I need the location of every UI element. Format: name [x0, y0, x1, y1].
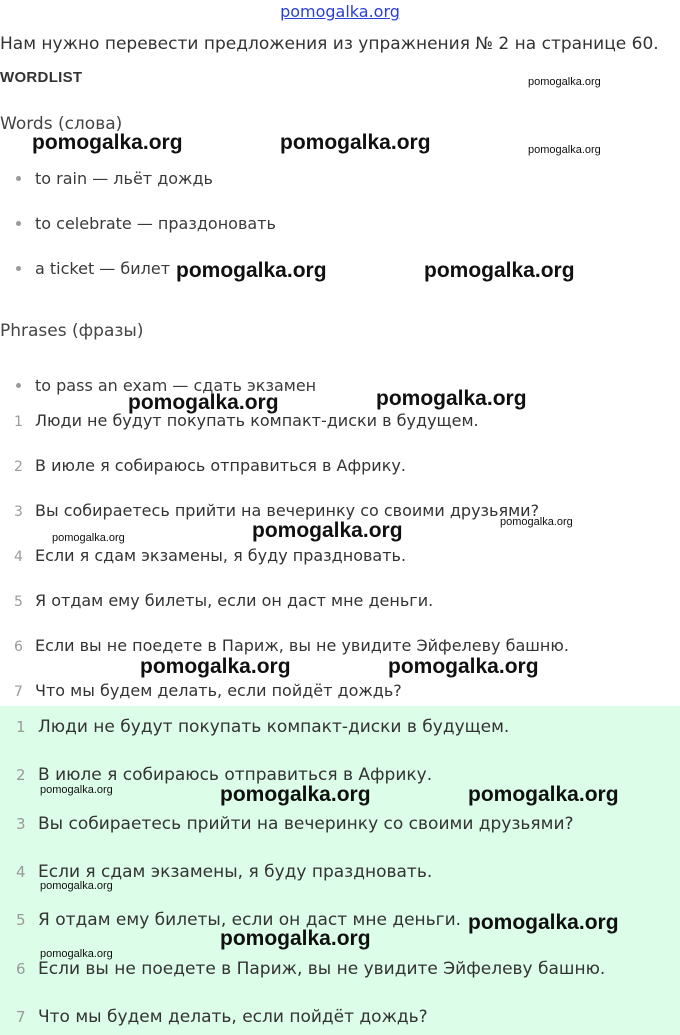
watermark: pomogalka.org [40, 948, 113, 960]
watermark: pomogalka.org [468, 783, 619, 806]
bullet-icon [16, 266, 21, 271]
sentence-item: 7 Что мы будем делать, если пойдёт дождь? [14, 681, 402, 700]
words-heading: Words (слова) [0, 114, 123, 134]
watermark: pomogalka.org [220, 927, 371, 950]
answer-item: 4 Если я сдам экзамены, я буду праздновать. [16, 862, 433, 882]
answer-item: 2 В июле я собираюсь отправиться в Африку. [16, 765, 433, 785]
sentence-item: 4 Если я сдам экзамены, я буду праздновать. [14, 546, 407, 565]
site-link[interactable]: pomogalka.org [280, 2, 400, 21]
bullet-icon [16, 176, 21, 181]
watermark: pomogalka.org [140, 655, 291, 678]
sentence-item: 1 Люди не будут покупать компакт-диски в будущем. [14, 411, 479, 430]
watermark: pomogalka.org [176, 259, 327, 282]
phrases-heading: Phrases (фразы) [0, 321, 144, 341]
watermark: pomogalka.org [220, 783, 371, 806]
watermark: pomogalka.org [468, 911, 619, 934]
intro-text: Нам нужно перевести предложения из упражнения № 2 на странице 60. [0, 34, 659, 54]
word-item: to celebrate — праздоновать [16, 214, 276, 233]
watermark: pomogalka.org [32, 131, 183, 154]
phrase-item: to pass an exam — сдать экзамен [16, 376, 316, 395]
sentence-item: 5 Я отдам ему билеты, если он даст мне деньги. [14, 591, 434, 610]
sentence-item: 6 Если вы не поедете в Париж, вы не увидите Эйфелеву башню. [14, 636, 569, 655]
watermark: pomogalka.org [500, 516, 573, 528]
answer-item: 3 Вы собираетесь прийти на вечеринку со своими друзьями? [16, 814, 574, 834]
answer-item: 6 Если вы не поедете в Париж, вы не увидите Эйфелеву башню. [16, 959, 606, 979]
watermark: pomogalka.org [388, 655, 539, 678]
watermark: pomogalka.org [528, 76, 601, 88]
sentence-item: 2 В июле я собираюсь отправиться в Африку. [14, 456, 406, 475]
word-item: to rain — льёт дождь [16, 169, 213, 188]
watermark: pomogalka.org [528, 144, 601, 156]
watermark: pomogalka.org [252, 519, 403, 542]
answer-item: 5 Я отдам ему билеты, если он даст мне деньги. [16, 910, 462, 930]
sentence-item: 3 Вы собираетесь прийти на вечеринку со своими друзьями? [14, 501, 540, 520]
answer-item: 7 Что мы будем делать, если пойдёт дождь? [16, 1007, 428, 1027]
watermark: pomogalka.org [40, 784, 113, 796]
bullet-icon [16, 221, 21, 226]
bullet-icon [16, 383, 21, 388]
watermark: pomogalka.org [128, 391, 279, 414]
watermark: pomogalka.org [376, 387, 527, 410]
answer-item: 1 Люди не будут покупать компакт-диски в будущем. [16, 717, 510, 737]
watermark: pomogalka.org [424, 259, 575, 282]
watermark: pomogalka.org [52, 532, 125, 544]
word-item: a ticket — билет [16, 259, 170, 278]
wordlist-heading: WORDLIST [0, 69, 83, 86]
watermark: pomogalka.org [280, 131, 431, 154]
watermark: pomogalka.org [40, 880, 113, 892]
